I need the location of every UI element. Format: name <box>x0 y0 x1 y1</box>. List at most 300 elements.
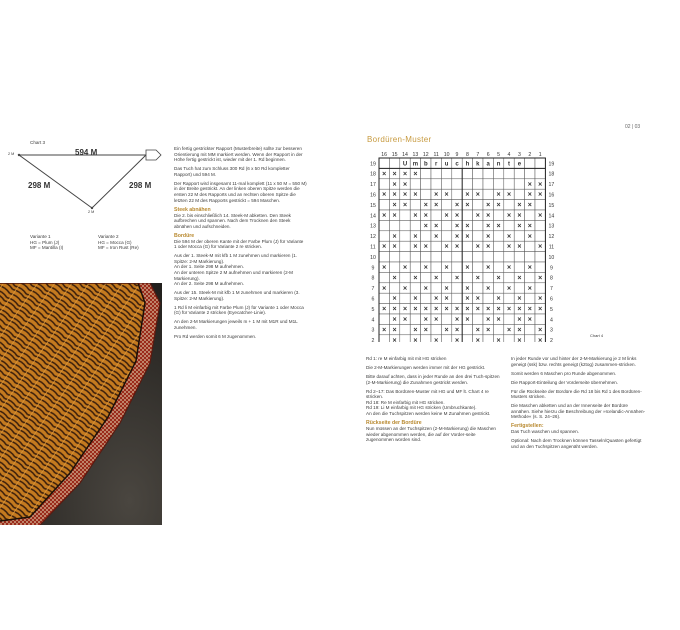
row-number-right: 8 <box>549 275 553 282</box>
chart-cell <box>441 335 451 342</box>
chart-cell <box>379 252 389 262</box>
row-number-right: 10 <box>548 254 555 261</box>
chart-stitch-x: × <box>475 337 480 342</box>
back-text: Nun müssen an der Tuchspitzen (2-M-Markierung) die Maschen wieder abgenommen werden, die auf der Vorder-seite zugenommen worden sind. <box>366 425 496 443</box>
chart-cell <box>421 335 431 342</box>
row-number-left: 3 <box>371 327 375 334</box>
chart-stitch-x: × <box>527 316 532 324</box>
chart-stitch-x: × <box>496 295 501 303</box>
chart-cell <box>504 200 514 210</box>
chart-cell <box>421 179 431 189</box>
chart-cell <box>410 314 420 324</box>
row-number-right: 17 <box>548 182 555 189</box>
chart-stitch-x: × <box>506 326 512 334</box>
chart-cell <box>493 210 503 220</box>
chart-stitch-x: × <box>486 243 491 251</box>
diagram-top-label: 594 M <box>75 148 98 157</box>
chart-cell <box>452 179 462 189</box>
chart-cell <box>525 272 535 282</box>
chart-cell <box>389 283 399 293</box>
chart-stitch-x: × <box>506 285 512 293</box>
chart-cell <box>410 262 420 272</box>
variant2-mf: MF = Iron Rust (Re) <box>98 245 139 251</box>
row-number-left: 7 <box>371 286 375 293</box>
back-heading: Rückseite der Bordüre <box>366 419 422 426</box>
chart-cell <box>504 179 514 189</box>
finish-paragraph-1: Das Tuch waschen und spannen. <box>511 429 579 435</box>
col-header: 7 <box>476 152 480 158</box>
chart-stitch-x: × <box>382 264 387 272</box>
chart-cell <box>514 283 524 293</box>
row-number-left: 18 <box>370 171 376 178</box>
chart-stitch-x: × <box>382 285 387 293</box>
chart-cell <box>379 293 389 303</box>
row-instruction-4: Rd 2–17: Das Bordüren-Muster mit HG und MF lt. Chart 4 re stricken. Rd 18: Re M einfarbig mit HG stricken. Rd 19: Li M einfarbig mit HG stricken (Umbruchkante). An den die Tuchspitzen werden keine M Zunahmen gestrickt. <box>366 388 491 416</box>
chart-cell <box>400 293 410 303</box>
row-instruction-3: Bitte darauf achten, dass in jeder Runde an den drei Tuch-spitzen (2-M-Markierung) die Zunahmen gestrickt werden. <box>366 373 500 385</box>
row-number-left: 15 <box>370 202 376 209</box>
col-header: 14 <box>402 152 408 158</box>
chart-stitch-x: × <box>475 274 480 282</box>
chart-cell <box>483 335 493 342</box>
chart-cell <box>410 179 420 189</box>
chart-stitch-x: × <box>454 202 460 210</box>
intro-paragraph-2: Das Tuch hat zum Schluss 300 Rd (6 x 50 Rd kompletter Rapport) und 594 M. <box>174 166 290 177</box>
row-number-right: 6 <box>549 296 553 303</box>
row-number-right: 15 <box>548 202 555 209</box>
chart-stitch-x: × <box>392 170 397 178</box>
chart-cell <box>493 252 503 262</box>
row-number-right: 11 <box>548 244 555 251</box>
umbruchkante-letter: a <box>486 161 490 168</box>
chart-stitch-x: × <box>538 212 543 220</box>
chart-cell <box>525 293 535 303</box>
row-number-left: 11 <box>370 244 376 251</box>
diagram-corner-left: 2 M <box>8 152 15 156</box>
chart-stitch-x: × <box>382 170 387 178</box>
chart-stitch-x: × <box>454 326 460 334</box>
chart-cell <box>535 158 545 168</box>
chart-cell <box>504 252 514 262</box>
chart-cell <box>493 262 503 272</box>
chart-stitch-x: × <box>392 274 397 282</box>
chart-stitch-x: × <box>423 264 428 272</box>
chart-cell <box>441 272 451 282</box>
chart-cell <box>452 293 462 303</box>
chart-cell <box>462 272 472 282</box>
chart-stitch-x: × <box>496 337 501 342</box>
border-heading: Bordüre <box>174 232 195 239</box>
chart-stitch-x: × <box>413 170 418 178</box>
chart-cell <box>514 179 524 189</box>
row-number-right: 18 <box>548 171 555 178</box>
chart-stitch-x: × <box>486 233 491 241</box>
variant1-mf: MF = Mantilla (I) <box>30 245 64 251</box>
chart-stitch-x: × <box>392 233 397 241</box>
back-paragraph-5: Die Maschen abketten und an der Innenseite der Bordüre annähen. Siehe hierzu die Beschreibung der »Icelandic-Annähen-Methode« (s. S. 24–26). <box>511 403 646 420</box>
row-number-left: 10 <box>370 254 376 261</box>
umbruchkante-letter: n <box>496 161 501 168</box>
chart-stitch-x: × <box>475 191 480 199</box>
chart-stitch-x: × <box>444 191 449 199</box>
umbruchkante-letter: c <box>455 161 459 168</box>
chart-stitch-x: × <box>382 243 387 251</box>
chart-cell <box>514 189 524 199</box>
chart-stitch-x: × <box>517 202 522 210</box>
chart-cell <box>452 252 462 262</box>
umbruchkante-letter: t <box>508 161 510 168</box>
chart-stitch-x: × <box>413 212 418 220</box>
umbruchkante-letter: b <box>423 161 428 168</box>
chart-stitch-x: × <box>423 316 428 324</box>
diagram-corner-bottom: 2 M <box>88 210 95 214</box>
chart-stitch-x: × <box>486 326 491 334</box>
chart-stitch-x: × <box>475 295 480 303</box>
chart-cell <box>431 179 441 189</box>
umbruchkante-letter: m <box>412 161 419 168</box>
chart-stitch-x: × <box>496 316 501 324</box>
chart-stitch-x: × <box>392 212 397 220</box>
right-column-2 <box>511 356 646 453</box>
chart4-label: Chart 4 <box>590 333 604 338</box>
row-number-right: 9 <box>549 265 553 272</box>
chart-stitch-x: × <box>486 202 491 210</box>
chart-cell <box>504 272 514 282</box>
chart-cell <box>441 252 451 262</box>
chart-title: Bordüren-Muster <box>367 135 432 144</box>
row-number-left: 5 <box>371 306 375 313</box>
chart-cell <box>493 324 503 334</box>
col-header: 1 <box>538 152 542 158</box>
border-paragraph-4: 1 Rd li M einfarbig mit Farbe Plum (J) für Variante 1 oder Mocca (G) für Variante 2 stricken (Eyecatcher-Linie). <box>174 304 304 316</box>
col-header: 15 <box>391 152 398 158</box>
direction-arrow-icon <box>146 150 161 160</box>
row-number-right: 13 <box>548 223 555 230</box>
row-number-left: 4 <box>371 317 375 324</box>
chart-stitch-x: × <box>527 264 532 272</box>
chart-cell <box>379 272 389 282</box>
umbruchkante-letter: r <box>435 161 438 168</box>
chart-stitch-x: × <box>465 202 470 210</box>
chart-cell <box>535 200 545 210</box>
chart-cell <box>441 314 451 324</box>
chart-stitch-x: × <box>517 295 522 303</box>
chart-cell <box>431 210 441 220</box>
chart-cell <box>514 168 524 178</box>
chart-stitch-x: × <box>402 264 408 272</box>
col-header: 8 <box>465 152 469 158</box>
row-number-right: 5 <box>549 306 553 313</box>
chart-stitch-x: × <box>475 326 480 334</box>
row-number-left: 16 <box>370 192 376 199</box>
chart-stitch-x: × <box>527 233 532 241</box>
chart-stitch-x: × <box>538 243 543 251</box>
chart-stitch-x: × <box>413 337 418 342</box>
chart-cell <box>525 168 535 178</box>
umbruchkante-letter: e <box>517 161 522 168</box>
chart-stitch-x: × <box>486 306 491 314</box>
chart-stitch-x: × <box>486 264 491 272</box>
chart-cell <box>389 220 399 230</box>
chart-cell <box>504 335 514 342</box>
chart-stitch-x: × <box>496 274 501 282</box>
chart-cell <box>452 283 462 293</box>
chart-cell <box>535 168 545 178</box>
chart-stitch-x: × <box>465 316 470 324</box>
row-number-left: 2 <box>371 338 375 342</box>
row-number-left: 6 <box>371 296 375 303</box>
chart-cell <box>410 220 420 230</box>
chart-stitch-x: × <box>392 337 397 342</box>
chart-stitch-x: × <box>392 181 397 189</box>
row-number-right: 3 <box>549 327 553 334</box>
chart-cell <box>452 189 462 199</box>
chart-stitch-x: × <box>538 306 543 314</box>
chart-cell <box>431 283 441 293</box>
chart-cell <box>483 252 493 262</box>
finish-paragraph-2: Optional: Nach dem Trocknen können Tasseln/Quasten gefertigt und an den Tuchspitzen angenäht werden. <box>511 438 642 449</box>
chart-stitch-x: × <box>486 212 491 220</box>
chart-stitch-x: × <box>527 181 532 189</box>
chart-stitch-x: × <box>444 212 449 220</box>
chart-stitch-x: × <box>506 264 512 272</box>
back-paragraph-2: Somit werden 6 Maschen pro Runde abgenommen. <box>511 370 617 376</box>
chart-cell <box>441 231 451 241</box>
chart-cell <box>379 314 389 324</box>
chart-stitch-x: × <box>527 285 532 293</box>
chart-stitch-x: × <box>465 233 470 241</box>
chart-stitch-x: × <box>465 285 470 293</box>
chart-stitch-x: × <box>496 191 501 199</box>
chart-stitch-x: × <box>392 316 397 324</box>
chart-cell <box>400 241 410 251</box>
chart-cell <box>431 168 441 178</box>
chart-stitch-x: × <box>413 233 418 241</box>
chart-cell <box>462 324 472 334</box>
row-number-left: 13 <box>370 223 376 230</box>
chart-stitch-x: × <box>434 337 439 342</box>
chart-cell <box>462 335 472 342</box>
chart-stitch-x: × <box>454 222 460 230</box>
chart-cell <box>431 241 441 251</box>
chart-cell <box>473 220 483 230</box>
chart-stitch-x: × <box>392 326 397 334</box>
chart-cell <box>514 252 524 262</box>
chart-stitch-x: × <box>454 316 460 324</box>
finish-heading: Fertigstellen: <box>511 423 544 430</box>
chart-stitch-x: × <box>413 274 418 282</box>
chart-cell <box>493 168 503 178</box>
border-paragraph-6: Pro Rd werden somit 6 M zugenommen. <box>174 333 257 339</box>
row-number-right: 4 <box>549 317 553 324</box>
chart3-label: Chart 3 <box>30 140 46 145</box>
chart-stitch-x: × <box>527 306 532 314</box>
chart-stitch-x: × <box>423 243 428 251</box>
variant1-hg: HG = Plum (J) <box>30 239 60 245</box>
chart-stitch-x: × <box>392 243 397 251</box>
knitting-chart <box>367 150 591 342</box>
chart-stitch-x: × <box>434 316 439 324</box>
chart-stitch-x: × <box>527 222 532 230</box>
chart-cell <box>410 200 420 210</box>
chart-stitch-x: × <box>454 274 460 282</box>
chart-cell <box>473 168 483 178</box>
variant2-title: Variante 2 <box>98 234 119 239</box>
row-number-right: 2 <box>549 338 553 342</box>
umbruchkante-letter: U <box>402 161 408 168</box>
chart-stitch-x: × <box>517 306 522 314</box>
row-number-right: 19 <box>548 161 555 168</box>
intro-paragraph-3: Der Rapport wird insgesamt 11-mal komplett (11 x 50 M = 550 M) in der Breite gestrickt. An der linken oberen Spitze werden die ersten 22 M des Rapports und an rechten oberen Spitze die letzten 22 M des Rapports gestrickt = 594 Maschen. <box>174 180 307 203</box>
chart-stitch-x: × <box>465 295 470 303</box>
chart-cell <box>400 272 410 282</box>
chart-stitch-x: × <box>402 202 408 210</box>
chart-stitch-x: × <box>517 337 522 342</box>
border-paragraph-1: Die 594 M der oberen Kante mit der Farbe Plum (J) für Variante 1 oder Mocca (G) für Variante 2 re stricken. <box>174 238 304 250</box>
chart-cell <box>389 262 399 272</box>
chart-stitch-x: × <box>392 295 397 303</box>
variant2-hg: HG = Mocca (G) <box>98 239 132 245</box>
row-number-left: 17 <box>370 182 376 189</box>
chart-stitch-x: × <box>506 233 512 241</box>
col-header: 4 <box>507 152 511 158</box>
chart-cell <box>379 158 389 168</box>
chart-cell <box>525 252 535 262</box>
chart-cell <box>493 231 503 241</box>
chart-cell <box>493 241 503 251</box>
col-header: 2 <box>528 152 532 158</box>
chart-cell <box>421 252 431 262</box>
chart-cell <box>473 231 483 241</box>
chart-cell <box>379 335 389 342</box>
chart-cell <box>421 293 431 303</box>
variant2 <box>98 234 158 251</box>
chart-cell <box>473 252 483 262</box>
chart-cell <box>400 335 410 342</box>
chart-stitch-x: × <box>486 222 491 230</box>
chart-stitch-x: × <box>538 295 543 303</box>
col-header: 13 <box>412 152 419 158</box>
chart-cell <box>379 179 389 189</box>
col-header: 9 <box>455 152 459 158</box>
chart-cell <box>525 324 535 334</box>
chart-stitch-x: × <box>413 191 418 199</box>
col-header: 12 <box>422 152 429 158</box>
steek-text: Die 2. bis einschließlich 14. Steek-M abketten. Den Steek aufbrechen und spannen. Nach dem Trocknen den Steek abnähen und aufschneiden. <box>174 212 291 229</box>
chart-stitch-x: × <box>506 212 512 220</box>
chart-stitch-x: × <box>486 316 491 324</box>
chart-stitch-x: × <box>382 326 387 334</box>
row-number-left: 8 <box>371 275 375 282</box>
chart-stitch-x: × <box>475 306 480 314</box>
row-number-right: 14 <box>548 213 555 220</box>
border-paragraph-5: An den 2-M Markierungen jeweils m + 1 M mit M1R und M1L zunehmen. <box>174 319 298 330</box>
chart-cell <box>431 252 441 262</box>
chart-stitch-x: × <box>444 243 449 251</box>
border-paragraph-2: Aus der 1. Steek-M mit kfb 1 M zunehmen und markieren (1. Spitze: 2-M Markierung). An der 1. Seite 298 M aufnehmen. An der unteren Spitze 2 M aufnehmen und markieren (2-M Markierung). An der 2. Seite 298 M aufnehmen. <box>174 253 298 287</box>
row-instruction-1: Rd 1: re M einfarbig mit mit HG stricken <box>366 356 447 361</box>
chart-stitch-x: × <box>517 212 522 220</box>
chart-cell <box>535 283 545 293</box>
chart-stitch-x: × <box>392 306 397 314</box>
chart-cell <box>493 283 503 293</box>
chart-cell <box>462 168 472 178</box>
chart-stitch-x: × <box>454 243 460 251</box>
chart-cell <box>441 168 451 178</box>
chart-stitch-x: × <box>392 202 397 210</box>
chart-stitch-x: × <box>423 222 428 230</box>
chart-stitch-x: × <box>402 285 408 293</box>
chart-cell <box>462 241 472 251</box>
chart-cell <box>431 262 441 272</box>
chart-stitch-x: × <box>444 326 449 334</box>
chart-cell <box>483 272 493 282</box>
row-number-left: 19 <box>370 161 376 168</box>
chart-cell <box>441 200 451 210</box>
chart-stitch-x: × <box>506 191 512 199</box>
chart-stitch-x: × <box>538 191 543 199</box>
chart-stitch-x: × <box>527 191 532 199</box>
chart-stitch-x: × <box>465 264 470 272</box>
chart-cell <box>473 200 483 210</box>
page-numbers: 02 | 03 <box>625 124 641 130</box>
chart-stitch-x: × <box>496 222 501 230</box>
chart-stitch-x: × <box>423 285 428 293</box>
chart-stitch-x: × <box>486 285 491 293</box>
row-number-right: 12 <box>548 234 555 241</box>
umbruchkante-letter: h <box>465 161 470 168</box>
chart-stitch-x: × <box>434 233 439 241</box>
chart-stitch-x: × <box>413 295 418 303</box>
chart-cell <box>473 179 483 189</box>
row-number-left: 9 <box>371 265 375 272</box>
intro-paragraph-1: Ein fertig gestrickter Rapport (Musterbreite) sollte zur besseren Orientierung mit MM markiert werden. Wenn der Rapport in der Höhe fertig gestrickt ist, wieder mit der 1. Rd beginnen. <box>174 146 303 163</box>
chart-stitch-x: × <box>465 222 470 230</box>
col-header: 16 <box>381 152 388 158</box>
chart-cell <box>400 220 410 230</box>
right-column-1 <box>366 356 501 446</box>
chart-stitch-x: × <box>454 212 460 220</box>
chart-cell <box>400 252 410 262</box>
diagram-left-label: 298 M <box>28 181 51 190</box>
chart-stitch-x: × <box>382 191 387 199</box>
chart-stitch-x: × <box>413 326 418 334</box>
chart-stitch-x: × <box>444 285 449 293</box>
chart-stitch-x: × <box>465 306 470 314</box>
chart-stitch-x: × <box>506 306 512 314</box>
variant1-title: Variante 1 <box>30 234 51 239</box>
chart-stitch-x: × <box>454 306 460 314</box>
chart-stitch-x: × <box>538 181 543 189</box>
chart-cell <box>525 335 535 342</box>
chart-stitch-x: × <box>475 212 480 220</box>
chart-cell <box>473 262 483 272</box>
col-header: 6 <box>486 152 490 158</box>
row-number-left: 14 <box>370 213 376 220</box>
col-header: 11 <box>433 152 439 158</box>
chart-cell <box>504 168 514 178</box>
col-header: 5 <box>497 152 501 158</box>
chart-cell <box>421 272 431 282</box>
back-paragraph-4: Für die Rückseite der Bordüre die Rd 18 bis Rd 1 des Bordüren-Musters stricken. <box>511 388 642 400</box>
chart-stitch-x: × <box>475 243 480 251</box>
chart-stitch-x: × <box>382 212 387 220</box>
chart-stitch-x: × <box>402 316 408 324</box>
chart-cell <box>379 200 389 210</box>
chart-stitch-x: × <box>423 212 428 220</box>
row-number-right: 16 <box>548 192 555 199</box>
chart-stitch-x: × <box>402 181 408 189</box>
